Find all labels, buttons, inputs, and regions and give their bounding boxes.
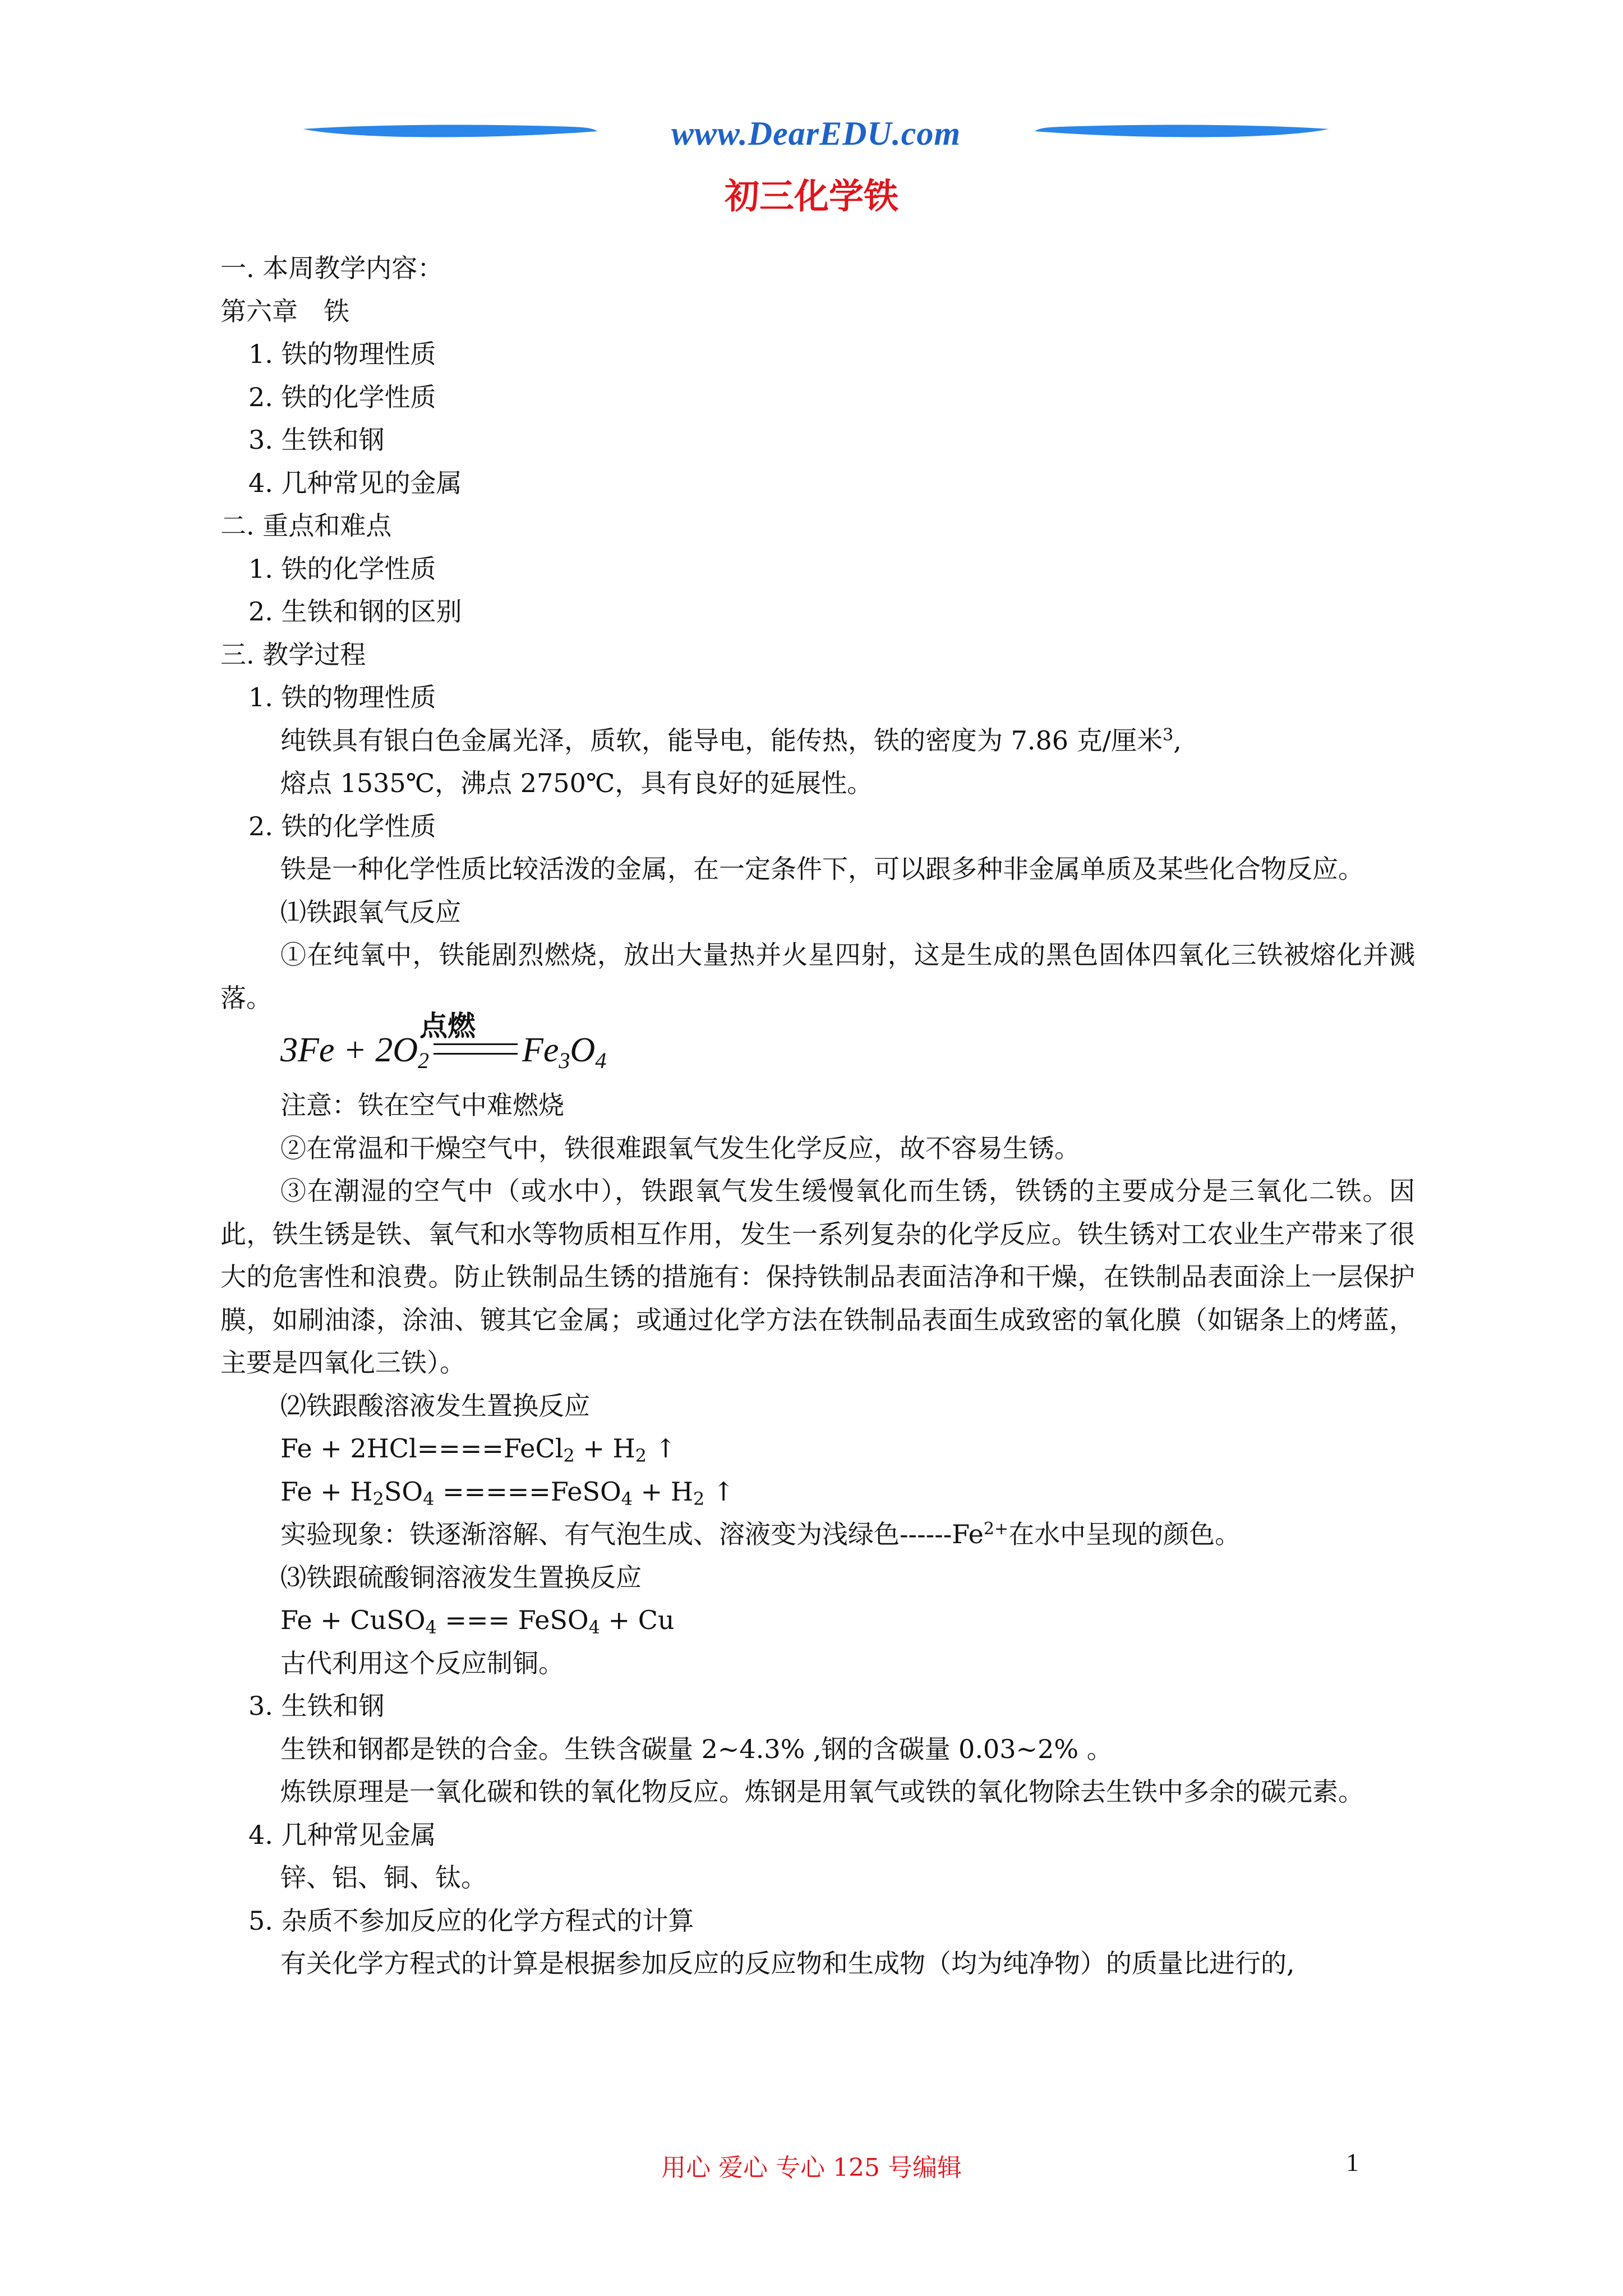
list-item: 3. 生铁和钢 bbox=[248, 425, 385, 455]
chapter-heading: 第六章 铁 bbox=[220, 296, 349, 326]
subsection-heading: 1. 铁的物理性质 bbox=[248, 682, 436, 712]
document-title: 初三化学铁 bbox=[724, 176, 898, 217]
list-item: 2. 铁的化学性质 bbox=[248, 381, 436, 412]
paragraph: 炼铁原理是一氧化碳和铁的氧化物反应。炼钢是用氧气或铁的氧化物除去生铁中多余的碳元素。 bbox=[280, 1777, 1364, 1807]
combustion-equation: $3Fe + 2O_2$ 点燃 $Fe_3O_4$ bbox=[280, 1030, 606, 1070]
observation: 实验现象：铁逐渐溶解、有气泡生成、溶液变为浅绿色$------Fe^{2+}$在水中呈现的颜色。 bbox=[280, 1519, 1241, 1549]
subsection-heading: 3. 生铁和钢 bbox=[248, 1691, 385, 1721]
site-header bbox=[303, 112, 1329, 151]
reaction-heading: ⑴铁跟氧气反应 bbox=[280, 896, 461, 927]
paragraph: 生铁和钢都是铁的合金。生铁含碳量 2~4.3% ,钢的含碳量 0.03~2% 。 bbox=[280, 1733, 1113, 1764]
site-url[interactable]: www.DearEDU.com bbox=[671, 115, 961, 152]
paragraph: 纯铁具有银白色金属光泽，质软，能导电，能传热，铁的密度为 7.86 克/厘米$^3$, bbox=[280, 725, 1182, 756]
footer-text: 用心 爱心 专心 125 号编辑 bbox=[661, 2154, 962, 2182]
paragraph: 铁是一种化学性质比较活泼的金属，在一定条件下，可以跟多种非金属单质及某些化合物反应。 bbox=[280, 854, 1364, 884]
paragraph: ①在纯氧中，铁能剧烈燃烧，放出大量热并火星四射，这是生成的黑色固体四氧化三铁被熔化并溅落。 bbox=[220, 940, 1415, 1013]
equation: Fe + 2HCl====FeCl$_2$ + $H_2$ ↑ bbox=[280, 1433, 677, 1466]
list-item: 1. 铁的化学性质 bbox=[248, 553, 436, 584]
paragraph: 古代利用这个反应制铜。 bbox=[280, 1648, 564, 1678]
list-item: 4. 几种常见的金属 bbox=[248, 467, 462, 498]
section-heading: 三. 教学过程 bbox=[220, 639, 366, 670]
document-body bbox=[220, 247, 1415, 1985]
reaction-heading: ⑵铁跟酸溶液发生置换反应 bbox=[280, 1390, 590, 1421]
list-item: 1. 铁的物理性质 bbox=[248, 339, 436, 369]
subsection-heading: 2. 铁的化学性质 bbox=[248, 811, 436, 841]
paragraph: 熔点 1535℃，沸点 2750℃，具有良好的延展性。 bbox=[280, 768, 873, 798]
note: 注意：铁在空气中难燃烧 bbox=[280, 1090, 564, 1120]
equation: Fe + CuSO$_4$ === FeSO$_4$ + Cu bbox=[280, 1605, 675, 1638]
page-number: 1 bbox=[1346, 2148, 1359, 2177]
paragraph: 锌、铝、铜、钛。 bbox=[280, 1862, 487, 1893]
reaction-condition: 点燃 bbox=[419, 1010, 476, 1042]
subsection-heading: 5. 杂质不参加反应的化学方程式的计算 bbox=[248, 1905, 694, 1936]
paragraph: ③在潮湿的空气中（或水中），铁跟氧气发生缓慢氧化而生锈，铁锈的主要成分是三氧化二铁。因此，铁生锈是铁、氧气和水等物质相互作用，发生一系列复杂的化学反应。铁生锈对工农业生产带来了很大的危害性和浪费。防止铁制品生锈的措施有：保持铁制品表面洁净和干燥，在铁制品表面涂上一层保护膜，如刷油漆，涂油、镀其它金属；或通过化学方法在铁制品表面生成致密的氧化膜（如锯条上的烤蓝，主要是四氧化三铁）。 bbox=[220, 1176, 1415, 1378]
equation-row bbox=[220, 1010, 1415, 1084]
section-heading: 一. 本周教学内容： bbox=[220, 253, 444, 283]
subsection-heading: 4. 几种常见金属 bbox=[248, 1819, 436, 1850]
section-heading: 二. 重点和难点 bbox=[220, 510, 392, 541]
paragraph: ②在常温和干燥空气中，铁很难跟氧气发生化学反应，故不容易生锈。 bbox=[280, 1133, 1080, 1163]
paragraph: 有关化学方程式的计算是根据参加反应的反应物和生成物（均为纯净物）的质量比进行的, bbox=[280, 1948, 1295, 1978]
reaction-heading: ⑶铁跟硫酸铜溶液发生置换反应 bbox=[280, 1562, 642, 1593]
list-item: 2. 生铁和钢的区别 bbox=[248, 596, 462, 627]
equation: $Fe + H_2SO_4$ =====FeSO$_4$ + $H_2$ ↑ bbox=[280, 1476, 735, 1510]
